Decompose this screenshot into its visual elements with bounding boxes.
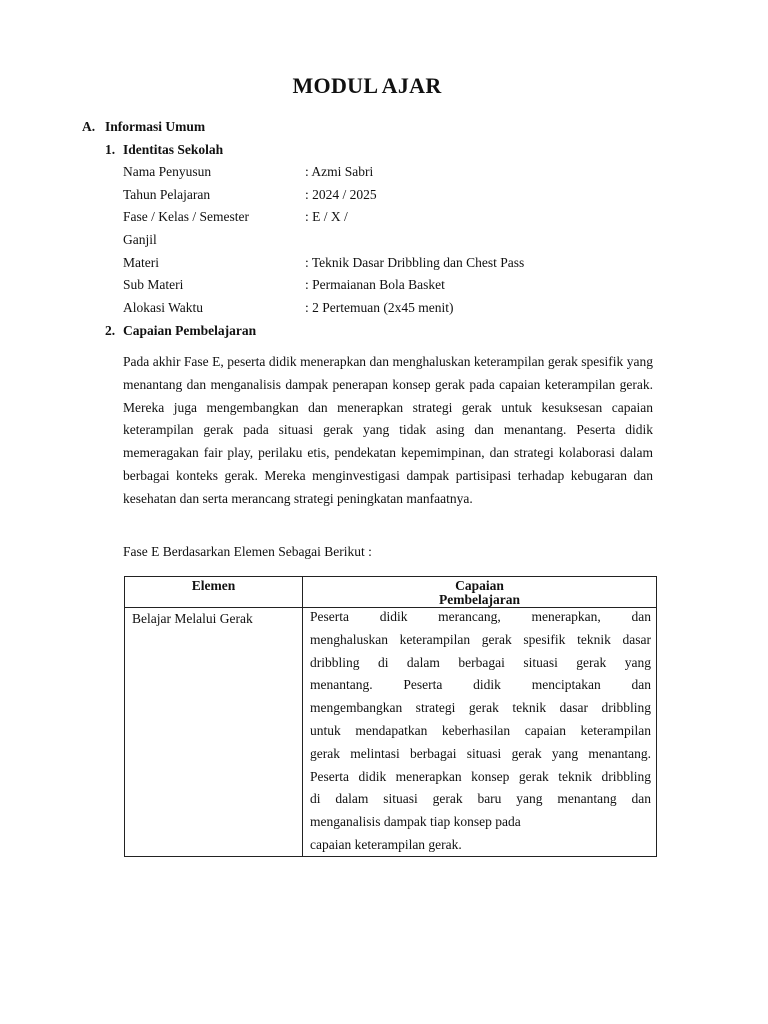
capaian-line: untuk mendapatkan keberhasilan capaian keterampilan (310, 722, 651, 738)
capaian-line: mengembangkan strategi gerak teknik dasar dribbling (310, 700, 651, 716)
document-title: MODUL AJAR (292, 73, 442, 98)
header-capaian (303, 577, 657, 608)
identity-value: : Teknik Dasar Dribbling dan Chest Pass (305, 255, 525, 270)
identity-value: : Azmi Sabri (305, 164, 374, 179)
section-a-marker: A. (82, 119, 96, 134)
capaian-line: gerak melintasi berbagai situasi gerak yang menantang. (310, 745, 651, 761)
section-a-heading: Informasi Umum (105, 119, 206, 134)
capaian-line: Peserta didik merancang, menerapkan, dan (310, 609, 651, 624)
identity-label: Materi (123, 255, 159, 270)
capaian-line: capaian keterampilan gerak. (310, 836, 462, 852)
table-row (125, 608, 657, 857)
header-capaian-line-1: Capaian (455, 578, 504, 593)
header-capaian-line-2: Pembelajaran (439, 592, 520, 607)
table-header-row (125, 577, 657, 608)
identity-value: : 2 Pertemuan (2x45 menit) (305, 300, 454, 315)
identity-label: Alokasi Waktu (123, 300, 204, 315)
header-elemen: Elemen (125, 577, 303, 608)
identity-label: Ganjil (123, 232, 157, 247)
identity-value: : Permaianan Bola Basket (305, 277, 445, 292)
capaian-line: menantang. Peserta didik menciptakan dan (310, 677, 651, 693)
subsection-1-marker: 1. (105, 142, 116, 157)
subsection-2-marker: 2. (105, 323, 116, 338)
identity-label: Nama Penyusun (123, 164, 212, 179)
elemen-cell: Belajar Melalui Gerak (125, 608, 303, 857)
capaian-table (124, 576, 657, 857)
identity-value: : 2024 / 2025 (305, 187, 377, 202)
capaian-paragraph: Pada akhir Fase E, peserta didik menerapkan dan menghaluskan keterampilan gerak spesifik yang menantang dan menganalisis dampak penerapan konsep gerak pada capaian keterampilan gerak. Mereka juga mengembangkan dan menerapkan strategi gerak untuk kesuksesan capaian keterampilan gerak pada situasi gerak yang tidak asing dan menantang. Peserta didik memeragakan fair play, perilaku etis, pendekatan kepemimpinan, dan strategi kolaborasi dalam berbagai konteks gerak. Mereka menginvestigasi dampak partisipasi terhadap kebugaran dan kesehatan dan serta merancang strategi peningkatan manfaatnya. (123, 354, 653, 506)
identity-value: : E / X / (305, 209, 348, 224)
subsection-1-heading: Identitas Sekolah (123, 142, 224, 157)
subsection-2-heading: Capaian Pembelajaran (123, 323, 257, 338)
capaian-cell (303, 608, 657, 857)
identity-label: Tahun Pelajaran (123, 187, 211, 202)
capaian-line: menganalisis dampak tiap konsep pada (310, 814, 521, 830)
fase-intro: Fase E Berdasarkan Elemen Sebagai Berikut : (123, 544, 372, 559)
capaian-line: di dalam situasi gerak baru yang menantang dan (310, 791, 651, 807)
capaian-line: dribbling di dalam berbagai situasi gerak yang (310, 654, 651, 670)
capaian-line: Peserta didik menerapkan konsep gerak teknik dribbling (310, 768, 651, 784)
identity-label: Fase / Kelas / Semester (123, 209, 249, 224)
identity-label: Sub Materi (123, 277, 184, 292)
capaian-line: menghaluskan keterampilan gerak spesifik teknik dasar (310, 631, 651, 647)
